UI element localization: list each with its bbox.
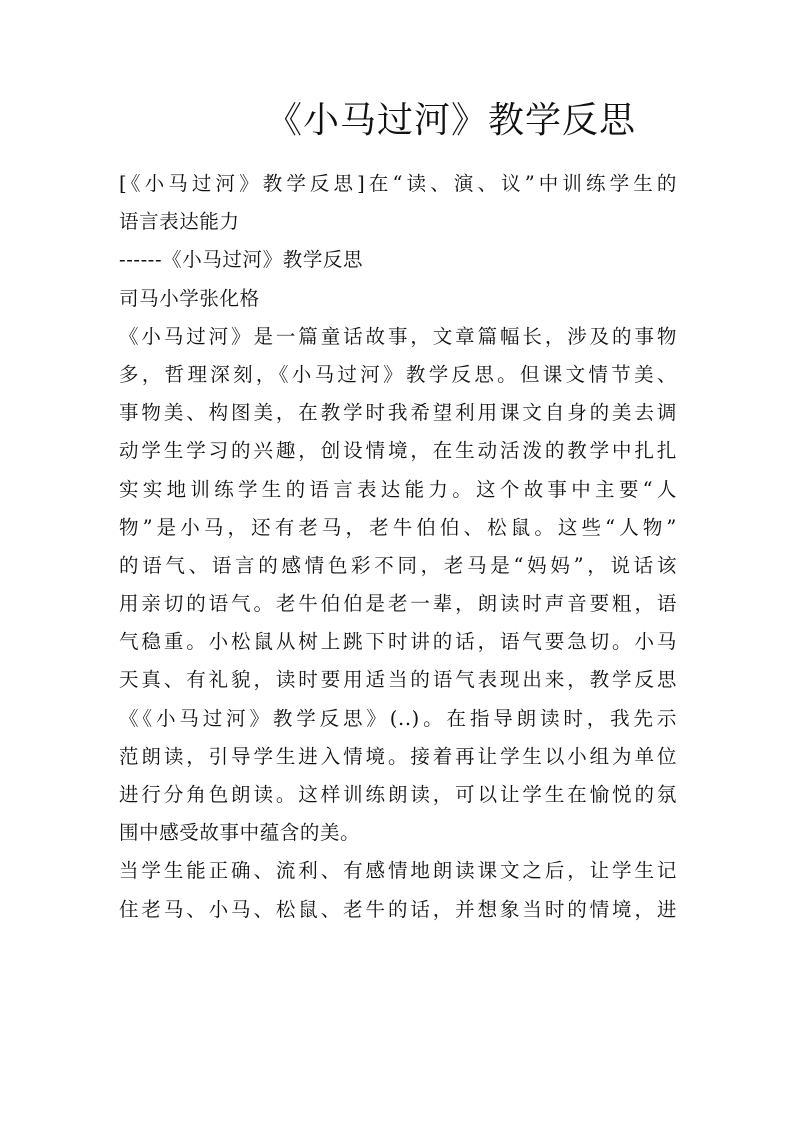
author-line: 司马小学张化格 <box>119 286 260 310</box>
text-line: 动学生学习的兴趣，创设情境，在生动活泼的教学中扎扎 <box>119 439 677 463</box>
text-line: 事物美、构图美，在教学时我希望利用课文自身的美去调 <box>119 401 677 425</box>
text-line: 进行分角色朗读。这样训练朗读，可以让学生在愉悦的氛 <box>119 783 677 806</box>
text-line: 当学生能正确、流利、有感情地朗读课文之后，让学生记 <box>119 859 677 883</box>
text-line: 天真、有礼貌，读时要用适当的语气表现出来，教学反思 <box>119 668 677 692</box>
text-line: 住老马、小马、松鼠、老牛的话，并想象当时的情境，进 <box>119 897 677 921</box>
text-line: 多，哲理深刻，《小马过河》教学反思。但课文情节美、 <box>119 362 677 386</box>
text-line: 的语气、语言的感情色彩不同，老马是“妈妈”，说话该 <box>119 553 677 577</box>
text-line: 用亲切的语气。老牛伯伯是老一辈，朗读时声音要粗，语 <box>119 592 677 616</box>
text-line: 气稳重。小松鼠从树上跳下时讲的话，语气要急切。小马 <box>119 630 677 654</box>
text-line: 实实地训练学生的语言表达能力。这个故事中主要“人 <box>119 477 677 501</box>
text-line: 范朗读，引导学生进入情境。接着再让学生以小组为单位 <box>119 744 677 768</box>
document-title: 《小马过河》教学反思 <box>265 100 636 141</box>
text-line: 围中感受故事中蕴含的美。 <box>119 821 361 845</box>
document-body <box>119 165 677 929</box>
text-line: [《小马过河》教学反思]在“读、演、议”中训练学生的 <box>119 172 677 195</box>
text-line: 《《小马过河》教学反思》(..)。在指导朗读时，我先示 <box>119 706 677 730</box>
text-line: 语言表达能力 <box>119 210 240 234</box>
text-line: ------《小马过河》教学反思 <box>119 248 364 272</box>
text-line: 物”是小马，还有老马，老牛伯伯、松鼠。这些“人物” <box>119 515 677 539</box>
text-line: 《小马过河》是一篇童话故事，文章篇幅长，涉及的事物 <box>119 324 677 348</box>
